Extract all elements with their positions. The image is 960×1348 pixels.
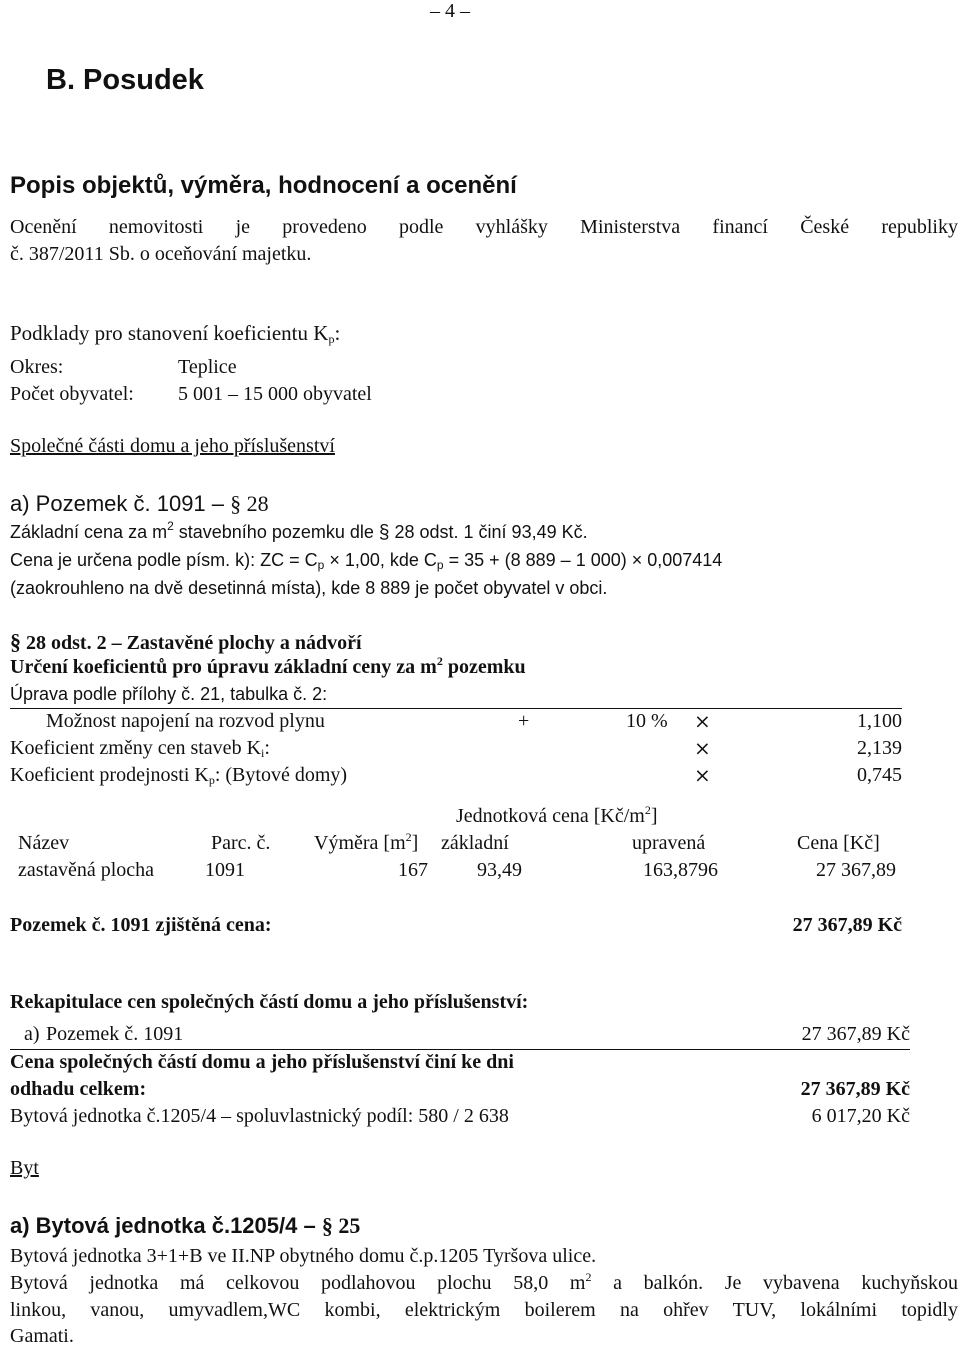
coef-rule xyxy=(10,708,902,709)
recap-total-line-1: Cena společných částí domu a jeho příslušenství činí ke dni xyxy=(10,1051,514,1073)
coef-sign-gas: + xyxy=(518,710,530,732)
unit-heading: a) Bytová jednotka č.1205/4 – § 25 xyxy=(10,1213,361,1238)
recap-rule xyxy=(10,1049,910,1050)
recap-item-label: Pozemek č. 1091 xyxy=(46,1023,184,1045)
coef-pct-gas: 10 % xyxy=(626,710,668,732)
col-name: Název xyxy=(18,832,70,854)
recap-item-value: 27 367,89 Kč xyxy=(801,1023,910,1045)
population-value: 5 001 – 15 000 obyvatel xyxy=(178,383,372,405)
unit-line-3: linkou, vanou, umyvadlem,WC kombi, elektrickým boilerem na ohřev TUV, lokálními topidly xyxy=(10,1299,958,1321)
share-label: Bytová jednotka č.1205/4 – spoluvlastnický podíl: 580 / 2 638 xyxy=(10,1105,509,1127)
coef-value-ki: 2,139 xyxy=(857,737,902,759)
col-adjusted: upravená xyxy=(632,832,706,854)
intro-line-2: č. 387/2011 Sb. o oceňování majetku. xyxy=(10,243,312,265)
col-price: Cena [Kč] xyxy=(797,832,880,854)
table-row-parcel: 1091 xyxy=(205,859,245,881)
formula-line: Cena je určena podle písm. k): ZC = $C_p \times 1,00$, kde $C_p = 35 + (8$ 889 – 1 000) × 0,007414 xyxy=(10,550,723,572)
col-base: základní xyxy=(441,832,509,854)
subsection-heading: § 28 odst. 2 – Zastavěné plochy a nádvoří xyxy=(10,629,362,654)
share-value: 6 017,20 Kč xyxy=(811,1105,910,1127)
recap-item-marker: a) xyxy=(24,1023,40,1045)
district-label: Okres: xyxy=(10,356,64,378)
coef-value-gas: 1,100 xyxy=(857,710,902,732)
multiply-icon: × xyxy=(694,709,711,733)
rounding-note: (zaokrouhleno na dvě desetinná místa), kde 8 889 je počet obyvatel v obci. xyxy=(10,578,608,598)
table-row-base: 93,49 xyxy=(477,859,522,881)
coef-label-kp: Koeficient prodejnosti $K_p$: (Bytové domy) xyxy=(10,764,348,787)
table-row-price: 27 367,89 xyxy=(816,859,896,881)
intro-line-1: Ocenění nemovitosti je provedeno podle vyhlášky Ministerstva financí České republiky xyxy=(10,216,958,238)
adjust-note: Úprava podle přílohy č. 21, tabulka č. 2: xyxy=(10,684,328,704)
table-row-name: zastavěná plocha xyxy=(18,859,155,881)
kp-heading: Podklady pro stanovení koeficientu $K_p$: xyxy=(10,321,341,346)
unit-line-1: Bytová jednotka 3+1+B ve II.NP obytného domu č.p.1205 Tyršova ulice. xyxy=(10,1245,597,1267)
paragraph-sign: § xyxy=(321,1213,333,1238)
unit-line-2: Bytová jednotka má celkovou podlahovou plochu 58,0 $m^2$ a balkón. Je vybavena kuchyňskou xyxy=(10,1270,958,1294)
subtitle: Popis objektů, výměra, hodnocení a ocenění xyxy=(10,172,517,199)
common-parts-heading: Společné části domu a jeho příslušenství xyxy=(10,435,335,457)
multiply-icon: × xyxy=(694,736,711,760)
coef-label-ki: Koeficient změny cen staveb $K_i$: xyxy=(10,737,270,760)
unit-line-4: Gamati. xyxy=(10,1325,74,1347)
recap-heading: Rekapitulace cen společných částí domu a jeho příslušenství: xyxy=(10,991,529,1013)
table-row-adjusted: 163,8796 xyxy=(643,859,718,881)
found-price-value: 27 367,89 Kč xyxy=(792,914,902,936)
page-number: – 4 – xyxy=(430,0,470,22)
base-price-line: Základní cena za $m^2$ stavebního pozemku dle § 28 odst. 1 činí 93,49 Kč. xyxy=(10,519,588,543)
paragraph-sign: § xyxy=(230,491,242,516)
flat-heading: Byt xyxy=(10,1157,39,1179)
table-row-area: 167 xyxy=(398,859,428,881)
coef-value-kp: 0,745 xyxy=(857,764,902,786)
recap-total-value: 27 367,89 Kč xyxy=(800,1078,910,1100)
land-heading: a) Pozemek č. 1091 – § 28 xyxy=(10,491,269,516)
coef-label-gas: Možnost napojení na rozvod plynu xyxy=(46,710,325,732)
col-area: Výměra $[m^2]$ xyxy=(314,830,419,854)
multiply-icon: × xyxy=(694,763,711,787)
coef-heading: Určení koeficientů pro úpravu základní ceny za $m^2$ pozemku xyxy=(10,654,526,678)
col-parcel: Parc. č. xyxy=(211,832,271,854)
recap-total-line-2: odhadu celkem: xyxy=(10,1078,147,1100)
section-title: B. Posudek xyxy=(46,64,204,96)
district-value: Teplice xyxy=(178,356,237,378)
unit-price-header: Jednotková cena $[Kč/m^2]$ xyxy=(456,803,658,827)
found-price-label: Pozemek č. 1091 zjištěná cena: xyxy=(10,914,272,936)
population-label: Počet obyvatel: xyxy=(10,383,134,405)
